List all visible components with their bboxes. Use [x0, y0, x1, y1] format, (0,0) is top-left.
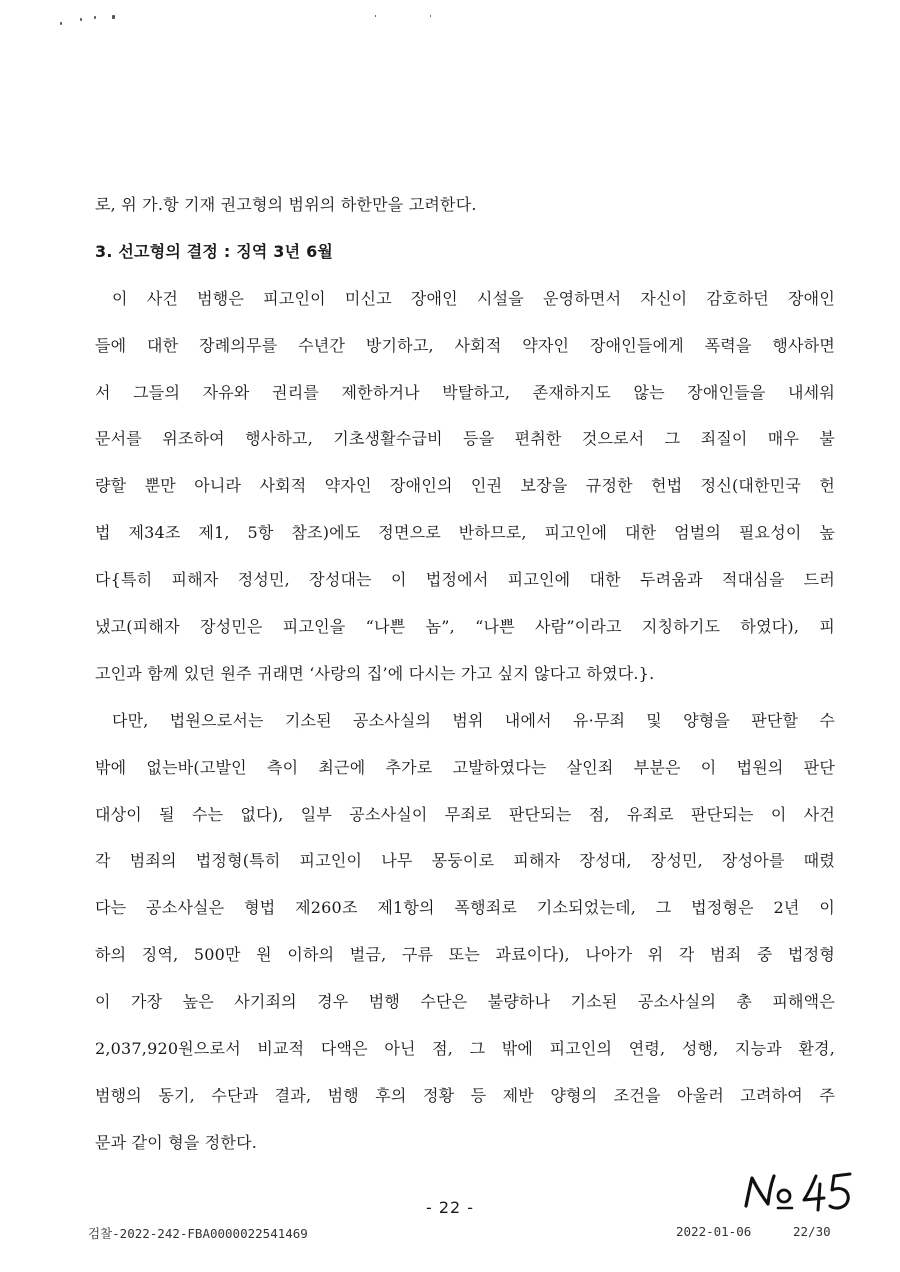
paragraph-line: 이 사건 범행은 피고인이 미신고 장애인 시설을 운영하면서 자신이 감호하던 장애인: [112, 288, 835, 308]
page-number: - 22 -: [425, 1198, 475, 1217]
document-body: [95, 182, 835, 1167]
paragraph-line: 다{특히 피해자 정성민, 장성대는 이 법정에서 피고인에 대한 두려움과 적대심을 드러: [95, 570, 835, 590]
paragraph-line: 다는 공소사실은 형법 제260조 제1항의 폭행죄로 기소되었는데, 그 법정형은 2년 이: [95, 898, 835, 918]
paragraph-line: 법 제34조 제1, 5항 참조)에도 정면으로 반하므로, 피고인에 대한 엄벌의 필요성이 높: [95, 523, 835, 543]
paragraph-line: 량할 뿐만 아니라 사회적 약자인 장애인의 인권 보장을 규정한 헌법 정신(대한민국 헌: [95, 476, 835, 496]
paragraph-line: 하의 징역, 500만 원 이하의 벌금, 구류 또는 과료이다), 나아가 위 각 범죄 중 법정형: [95, 945, 835, 965]
paragraph-line: 밖에 없는바(고발인 측이 최근에 추가로 고발하였다는 살인죄 부분은 이 법원의 판단: [95, 757, 835, 777]
scan-specks: [60, 12, 460, 32]
scan-speck: [60, 22, 62, 25]
paragraph-line: 서 그들의 자유와 권리를 제한하거나 박탈하고, 존재하지도 않는 장애인들을 내세워: [95, 382, 835, 402]
paragraph-line: 범행의 동기, 수단과 결과, 범행 후의 정황 등 제반 양형의 조건을 아울러 고려하여 주: [95, 1085, 835, 1105]
scan-speck: [112, 15, 115, 19]
paragraph-line: 대상이 될 수는 없다), 일부 공소사실이 무죄로 판단되는 점, 유죄로 판단되는 이 사건: [95, 804, 835, 824]
section-heading: 3. 선고형의 결정 : 징역 3년 6월: [95, 241, 334, 261]
document-id: 검찰-2022-242-FBA0000022541469: [88, 1226, 308, 1241]
scan-speck: [430, 15, 431, 17]
paragraph-line: 이 가장 높은 사기죄의 경우 범행 수단은 불량하나 기소된 공소사실의 총 피해액은: [95, 992, 835, 1012]
paragraph-line: 고인과 함께 있던 원주 귀래면 ‘사랑의 집’에 다시는 가고 싶지 않다고 하였다.}.: [95, 663, 655, 683]
scan-speck: [94, 16, 96, 19]
paragraph-line: 각 범죄의 법정형(특히 피고인이 나무 몽둥이로 피해자 장성대, 장성민, 장성아를 때렸: [95, 851, 835, 871]
paragraph-line: 2,037,920원으로서 비교적 다액은 아닌 점, 그 밖에 피고인의 연령, 성행, 지능과 환경,: [95, 1039, 835, 1059]
paragraph-line: 들에 대한 장례의무를 수년간 방기하고, 사회적 약자인 장애인들에게 폭력을 행사하면: [95, 335, 835, 355]
scan-speck: [80, 18, 82, 21]
handwritten-note-mark: [738, 1166, 868, 1216]
paragraph-line: 문서를 위조하여 행사하고, 기초생활수급비 등을 편취한 것으로서 그 죄질이 매우 불: [95, 429, 835, 449]
paragraph-line: 다만, 법원으로서는 기소된 공소사실의 범위 내에서 유·무죄 및 양형을 판단할 수: [112, 710, 835, 730]
paragraph-line: 로, 위 가.항 기재 권고형의 범위의 하한만을 고려한다.: [95, 195, 477, 214]
scan-speck: [375, 15, 376, 17]
paragraph-line: 문과 같이 형을 정한다.: [95, 1132, 258, 1152]
document-date: 2022-01-06: [676, 1224, 752, 1239]
paragraph-line: 냈고(피해자 장성민은 피고인을 “나쁜 놈”, “나쁜 사람”이라고 지칭하기도 하였다), 피: [95, 617, 835, 637]
page-count: 22/30: [793, 1224, 831, 1239]
